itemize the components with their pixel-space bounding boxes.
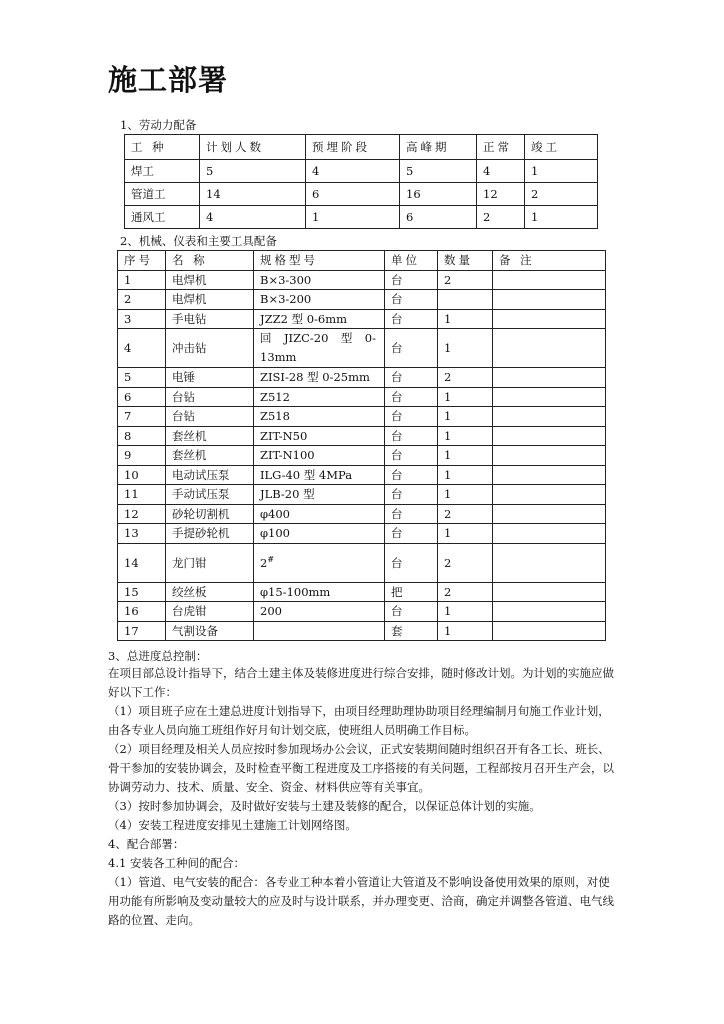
column-header: 工 种 <box>125 135 200 160</box>
table-cell: 4 <box>306 160 400 183</box>
table-row <box>125 183 598 206</box>
table-cell: 电动试压泵 <box>166 465 254 485</box>
column-header: 序号 <box>118 251 166 271</box>
column-header: 计划人数 <box>200 135 306 160</box>
table-cell: 1 <box>438 407 493 427</box>
table-row <box>118 582 606 602</box>
table-cell: 4 <box>118 329 166 368</box>
table-cell: 1 <box>438 387 493 407</box>
table-cell: ZIT-N100 <box>254 446 385 466</box>
table-cell: 11 <box>118 485 166 505</box>
table-row <box>118 309 606 329</box>
table-cell: 台 <box>385 368 438 388</box>
table-row <box>118 543 606 582</box>
table-cell: 2 <box>438 582 493 602</box>
table-cell: 4 <box>200 206 306 229</box>
table-cell: 电焊机 <box>166 270 254 290</box>
schedule-paragraph-1: （1）项目班子应在土建总进度计划指导下，由项目经理助理协助项目经理编制月旬施工作业计划，由各专业人员向施工班组作好月旬计划交底，使班组人员明确工作目标。 <box>108 704 610 737</box>
table-cell <box>493 485 606 505</box>
table-cell: 砂轮切割机 <box>166 504 254 524</box>
table-row <box>118 329 606 368</box>
column-header: 正常 <box>477 135 525 160</box>
table-cell: 台 <box>385 329 438 368</box>
table-header-row <box>118 251 606 271</box>
table-cell <box>493 270 606 290</box>
table-cell: 16 <box>118 602 166 622</box>
table-cell: 冲击钻 <box>166 329 254 368</box>
table-cell: 台 <box>385 485 438 505</box>
table-cell: 1 <box>438 602 493 622</box>
table-cell: 14 <box>200 183 306 206</box>
table-cell: φ100 <box>254 524 385 544</box>
table-cell: 1 <box>438 446 493 466</box>
table-cell <box>493 543 606 582</box>
table-cell: 台 <box>385 387 438 407</box>
table-cell: Z518 <box>254 407 385 427</box>
table-cell: 电锤 <box>166 368 254 388</box>
coordination-subheading: 4.1 安装各工种间的配合： <box>108 856 245 870</box>
table-cell: 台 <box>385 309 438 329</box>
spec-part: 型 <box>340 331 353 345</box>
table-cell: 2 <box>118 290 166 310</box>
table-cell <box>493 621 606 641</box>
table-cell <box>254 621 385 641</box>
table-row <box>118 465 606 485</box>
table-cell: B×3-300 <box>254 270 385 290</box>
table-cell: 7 <box>118 407 166 427</box>
table-cell: 1 <box>525 206 598 229</box>
table-cell: 17 <box>118 621 166 641</box>
table-cell <box>493 582 606 602</box>
page-title: 施工部署 <box>108 63 229 97</box>
table-cell: 套丝机 <box>166 426 254 446</box>
table-cell: 4 <box>477 160 525 183</box>
table-cell: 台 <box>385 504 438 524</box>
table-cell: 台 <box>385 524 438 544</box>
table-cell: 5 <box>400 160 477 183</box>
spec-superscript: # <box>267 555 275 565</box>
table-cell <box>493 426 606 446</box>
table-cell: 9 <box>118 446 166 466</box>
table-header-row <box>125 135 598 160</box>
table-cell <box>493 465 606 485</box>
table-cell: 3 <box>118 309 166 329</box>
table-row <box>118 368 606 388</box>
table-cell: 电焊机 <box>166 290 254 310</box>
table-cell: B×3-200 <box>254 290 385 310</box>
coordination-section-heading: 4、配合部署： <box>108 837 185 851</box>
table-cell: 2 <box>438 543 493 582</box>
table-cell: 台 <box>385 543 438 582</box>
table-cell: 2 <box>477 206 525 229</box>
table-cell <box>254 329 385 368</box>
spec-part: JIZC-20 <box>283 331 329 345</box>
table-cell: JLB-20 型 <box>254 485 385 505</box>
table-cell: JZZ2 型 0-6mm <box>254 309 385 329</box>
schedule-paragraph-intro: 在项目部总设计指导下，结合土建主体及装修进度进行综合安排，随时修改计划。为计划的实施应做好以下工作： <box>108 666 614 699</box>
table-cell <box>493 407 606 427</box>
table-cell: ILG-40 型 4MPa <box>254 465 385 485</box>
table-row <box>118 426 606 446</box>
spec-part: 0- <box>364 331 376 345</box>
table-cell: 1 <box>438 309 493 329</box>
table-cell: 2 <box>438 270 493 290</box>
table-cell: φ15-100mm <box>254 582 385 602</box>
equipment-section-heading: 2、机械、仪表和主要工具配备 <box>120 234 277 248</box>
table-row <box>118 602 606 622</box>
table-cell: 6 <box>400 206 477 229</box>
table-row <box>118 485 606 505</box>
table-cell: 套丝机 <box>166 446 254 466</box>
table-cell: 1 <box>438 426 493 446</box>
table-cell <box>493 524 606 544</box>
table-cell: 1 <box>438 329 493 368</box>
table-cell: 1 <box>118 270 166 290</box>
column-header: 高峰期 <box>400 135 477 160</box>
spec-part: 2 <box>260 555 268 570</box>
column-header: 竣工 <box>525 135 598 160</box>
table-cell: 1 <box>525 160 598 183</box>
table-cell: Z512 <box>254 387 385 407</box>
table-cell: 通风工 <box>125 206 200 229</box>
table-row <box>118 270 606 290</box>
table-row <box>118 446 606 466</box>
table-cell <box>493 446 606 466</box>
table-cell <box>254 543 385 582</box>
table-cell: 台 <box>385 426 438 446</box>
table-row <box>118 524 606 544</box>
table-cell: 16 <box>400 183 477 206</box>
table-row <box>125 160 598 183</box>
table-cell: 1 <box>438 465 493 485</box>
table-cell: 手动试压泵 <box>166 485 254 505</box>
spec-part: 回 <box>260 331 272 345</box>
table-cell <box>493 504 606 524</box>
table-cell: 1 <box>438 524 493 544</box>
schedule-paragraph-3: （3）按时参加协调会，及时做好安装与土建及装修的配合，以保证总体计划的实施。 <box>108 799 541 813</box>
table-cell: 1 <box>306 206 400 229</box>
equipment-table <box>117 250 606 641</box>
table-cell: 1 <box>438 621 493 641</box>
table-cell: φ400 <box>254 504 385 524</box>
table-cell: 绞丝板 <box>166 582 254 602</box>
column-header: 预埋阶段 <box>306 135 400 160</box>
table-cell <box>493 329 606 368</box>
column-header: 规格型号 <box>254 251 385 271</box>
table-cell: 15 <box>118 582 166 602</box>
labor-section-heading: 1、劳动力配备 <box>120 118 197 132</box>
table-cell: 气割设备 <box>166 621 254 641</box>
table-cell: 台 <box>385 465 438 485</box>
table-cell <box>493 387 606 407</box>
table-cell <box>493 290 606 310</box>
coordination-paragraph-1: （1）管道、电气安装的配合：各专业工种本着小管道让大管道及不影响设备使用效果的原则，对使用功能有所影响及变动量较大的应及时与设计联系，并办理变更、洽商，确定并调整各管道、电气线路的位置、走向。 <box>108 875 614 927</box>
table-cell: 台虎钳 <box>166 602 254 622</box>
table-cell: 台 <box>385 446 438 466</box>
table-cell <box>493 368 606 388</box>
table-cell <box>493 602 606 622</box>
table-cell: 5 <box>118 368 166 388</box>
table-cell: 套 <box>385 621 438 641</box>
labor-allocation-table <box>124 134 598 229</box>
column-header: 单位 <box>385 251 438 271</box>
table-row <box>118 387 606 407</box>
table-cell: 8 <box>118 426 166 446</box>
table-cell: 把 <box>385 582 438 602</box>
table-row <box>125 206 598 229</box>
table-cell <box>493 309 606 329</box>
spec-line-2: 13mm <box>260 350 297 364</box>
table-cell: 手提砂轮机 <box>166 524 254 544</box>
table-cell <box>438 290 493 310</box>
table-cell: 5 <box>200 160 306 183</box>
table-cell: 龙门钳 <box>166 543 254 582</box>
table-row <box>118 621 606 641</box>
schedule-section-heading: 3、总进度总控制： <box>108 649 208 663</box>
table-cell: 台 <box>385 270 438 290</box>
table-cell: 1 <box>438 485 493 505</box>
spec-line-1 <box>260 329 384 348</box>
table-cell: 12 <box>118 504 166 524</box>
table-cell: 台钻 <box>166 387 254 407</box>
schedule-paragraph-2: （2）项目经理及相关人员应按时参加现场办公会议，正式安装期间随时组织召开有各工长、班长、骨干参加的安装协调会，及时检查平衡工程进度及工序搭接的有关问题，工程部按月召开生产会，以协调劳动力、技术、质量、安全、资金、材料供应等有关事宜。 <box>108 742 614 794</box>
table-cell: 手电钻 <box>166 309 254 329</box>
table-cell: 12 <box>477 183 525 206</box>
table-cell: 2 <box>438 368 493 388</box>
table-cell: ZIT-N50 <box>254 426 385 446</box>
table-row <box>118 290 606 310</box>
table-cell: 6 <box>118 387 166 407</box>
table-cell: 台 <box>385 290 438 310</box>
table-cell: 台钻 <box>166 407 254 427</box>
table-row <box>118 407 606 427</box>
table-cell: 2 <box>438 504 493 524</box>
table-cell: 6 <box>306 183 400 206</box>
table-cell: 13 <box>118 524 166 544</box>
table-cell: 台 <box>385 602 438 622</box>
table-cell: 10 <box>118 465 166 485</box>
table-row <box>118 504 606 524</box>
table-cell: ZISI-28 型 0-25mm <box>254 368 385 388</box>
table-cell: 管道工 <box>125 183 200 206</box>
column-header: 名 称 <box>166 251 254 271</box>
schedule-paragraph-4: （4）安装工程进度安排见土建施工计划网络图。 <box>108 818 357 832</box>
column-header: 备 注 <box>493 251 606 271</box>
table-cell: 焊工 <box>125 160 200 183</box>
table-cell: 台 <box>385 407 438 427</box>
table-cell: 14 <box>118 543 166 582</box>
table-cell: 200 <box>254 602 385 622</box>
column-header: 数量 <box>438 251 493 271</box>
table-cell: 2 <box>525 183 598 206</box>
